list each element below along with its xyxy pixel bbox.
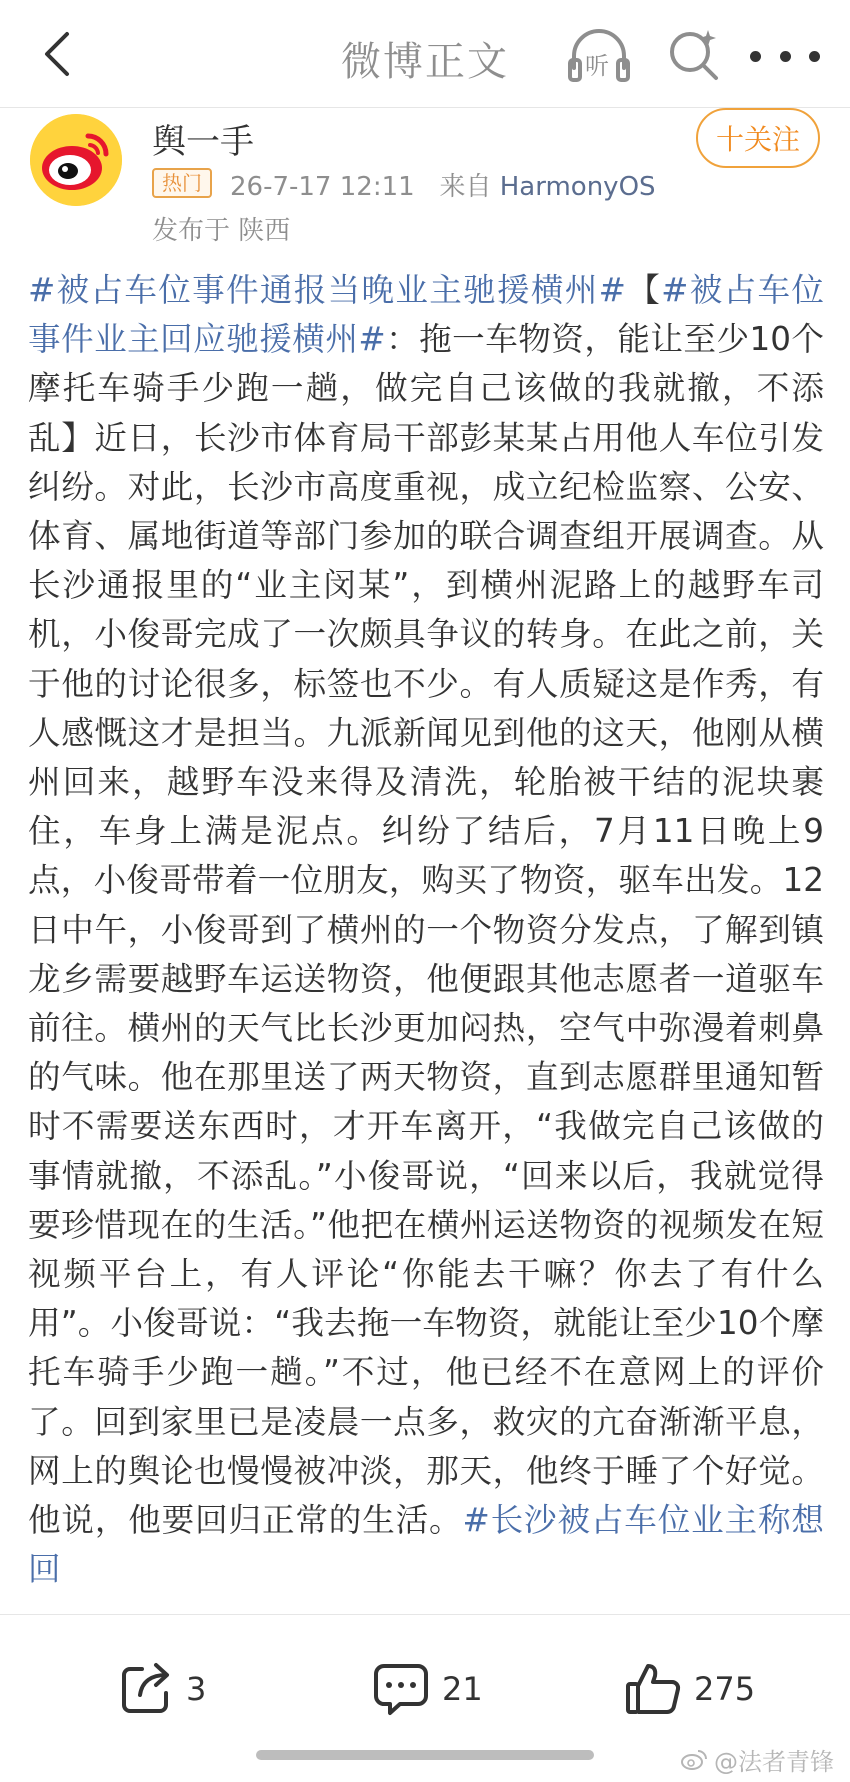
comment-icon bbox=[372, 1660, 430, 1718]
topic-link[interactable]: #被占车位事件通报当晚业主驰援横州# bbox=[28, 271, 626, 309]
weibo-logo-icon bbox=[30, 114, 122, 206]
more-button[interactable] bbox=[750, 36, 820, 76]
share-icon bbox=[118, 1661, 174, 1717]
thumbs-up-icon bbox=[624, 1660, 682, 1718]
like-button[interactable] bbox=[624, 1657, 755, 1721]
post-text: ：拖一车物资，能让至少10个摩托车骑手少跑一趟，做完自己该做的我就撤，不添乱】近日，长沙市体育局干部彭某某占用他人车位引发纠纷。对此，长沙市高度重视，成立纪检监察、公安、体育、属地街道等部门参加的联合调查组开展调查。从长沙通报里的“业主闵某”，到横州泥路上的越野车司机，小俊哥完成了一次颇具争议的转身。在此之前，关于他的讨论很多，标签也不少。有人质疑这是作秀，有人感慨这才是担当。九派新闻见到他的这天，他刚从横州回来，越野车没来得及清洗，轮胎被干结的泥块裹住，车身上满是泥点。纠纷了结后，7月11日晚上9点，小俊哥带着一位朋友，购买了物资，驱车出发。12日中午，小俊哥到了横州的一个物资分发点，了解到镇龙乡需要越野车运送物资，他便跟其他志愿者一道驱车前往。横州的天气比长沙更加闷热，空气中弥漫着刺鼻的气味。他在那里送了两天物资，直到志愿群里通知暂时不需要送东西时，才开车离开，“我做完自己该做的事情就撤，不添乱。”小俊哥说，“回来以后，我就觉得要珍惜现在的生活。”他把在横州运送物资的视频发在短视频平台上，有人评论“你能去干嘛？你去了有什么用”。小俊哥说：“我去拖一车物资，就能让至少10个摩托车骑手少跑一趟。”不过，他已经不在意网上的评价了。回到家里已是凌晨一点多，救灾的亢奋渐渐平息，网上的舆论也慢慢被冲淡，那天，他终于睡了个好觉。他说，他要回归正常的生活。 bbox=[28, 320, 824, 1540]
comment-button[interactable] bbox=[372, 1657, 483, 1721]
avatar[interactable] bbox=[30, 114, 122, 206]
top-nav-bar bbox=[0, 0, 850, 108]
follow-button[interactable]: 十关注 bbox=[696, 108, 820, 168]
comment-count: 21 bbox=[442, 1670, 483, 1708]
search-button[interactable] bbox=[664, 24, 724, 84]
share-button[interactable] bbox=[118, 1657, 206, 1721]
post-content bbox=[28, 266, 824, 1606]
post-source: HarmonyOS bbox=[499, 172, 656, 202]
search-icon bbox=[664, 24, 724, 84]
listen-label: 听 bbox=[585, 52, 609, 80]
post-location: 发布于 陕西 bbox=[152, 216, 291, 246]
share-count: 3 bbox=[186, 1670, 207, 1708]
like-count: 275 bbox=[694, 1670, 756, 1708]
hot-badge: 热门 bbox=[152, 168, 212, 198]
post-datetime: 26-7-17 12:11 bbox=[230, 172, 415, 202]
more-dot bbox=[809, 51, 820, 62]
post-meta bbox=[230, 166, 656, 203]
weibo-watermark-icon bbox=[680, 1749, 708, 1771]
watermark bbox=[680, 1742, 834, 1777]
watermark-text: @法者青锋 bbox=[714, 1748, 834, 1776]
more-dot bbox=[780, 51, 791, 62]
topic-link[interactable]: #长沙被占车位业主称想回 bbox=[28, 1501, 824, 1589]
author-header bbox=[0, 108, 850, 258]
author-name[interactable]: 舆一手 bbox=[152, 122, 254, 162]
bracket-open: 【 bbox=[625, 271, 662, 309]
page-title: 微博正文 bbox=[341, 39, 509, 85]
source-prefix: 来自 bbox=[439, 172, 492, 202]
listen-button[interactable] bbox=[566, 24, 632, 86]
home-indicator[interactable] bbox=[256, 1750, 594, 1760]
more-dot bbox=[750, 51, 761, 62]
topic-link[interactable]: #被占车位事件业主回应驰援横州# bbox=[28, 271, 824, 359]
